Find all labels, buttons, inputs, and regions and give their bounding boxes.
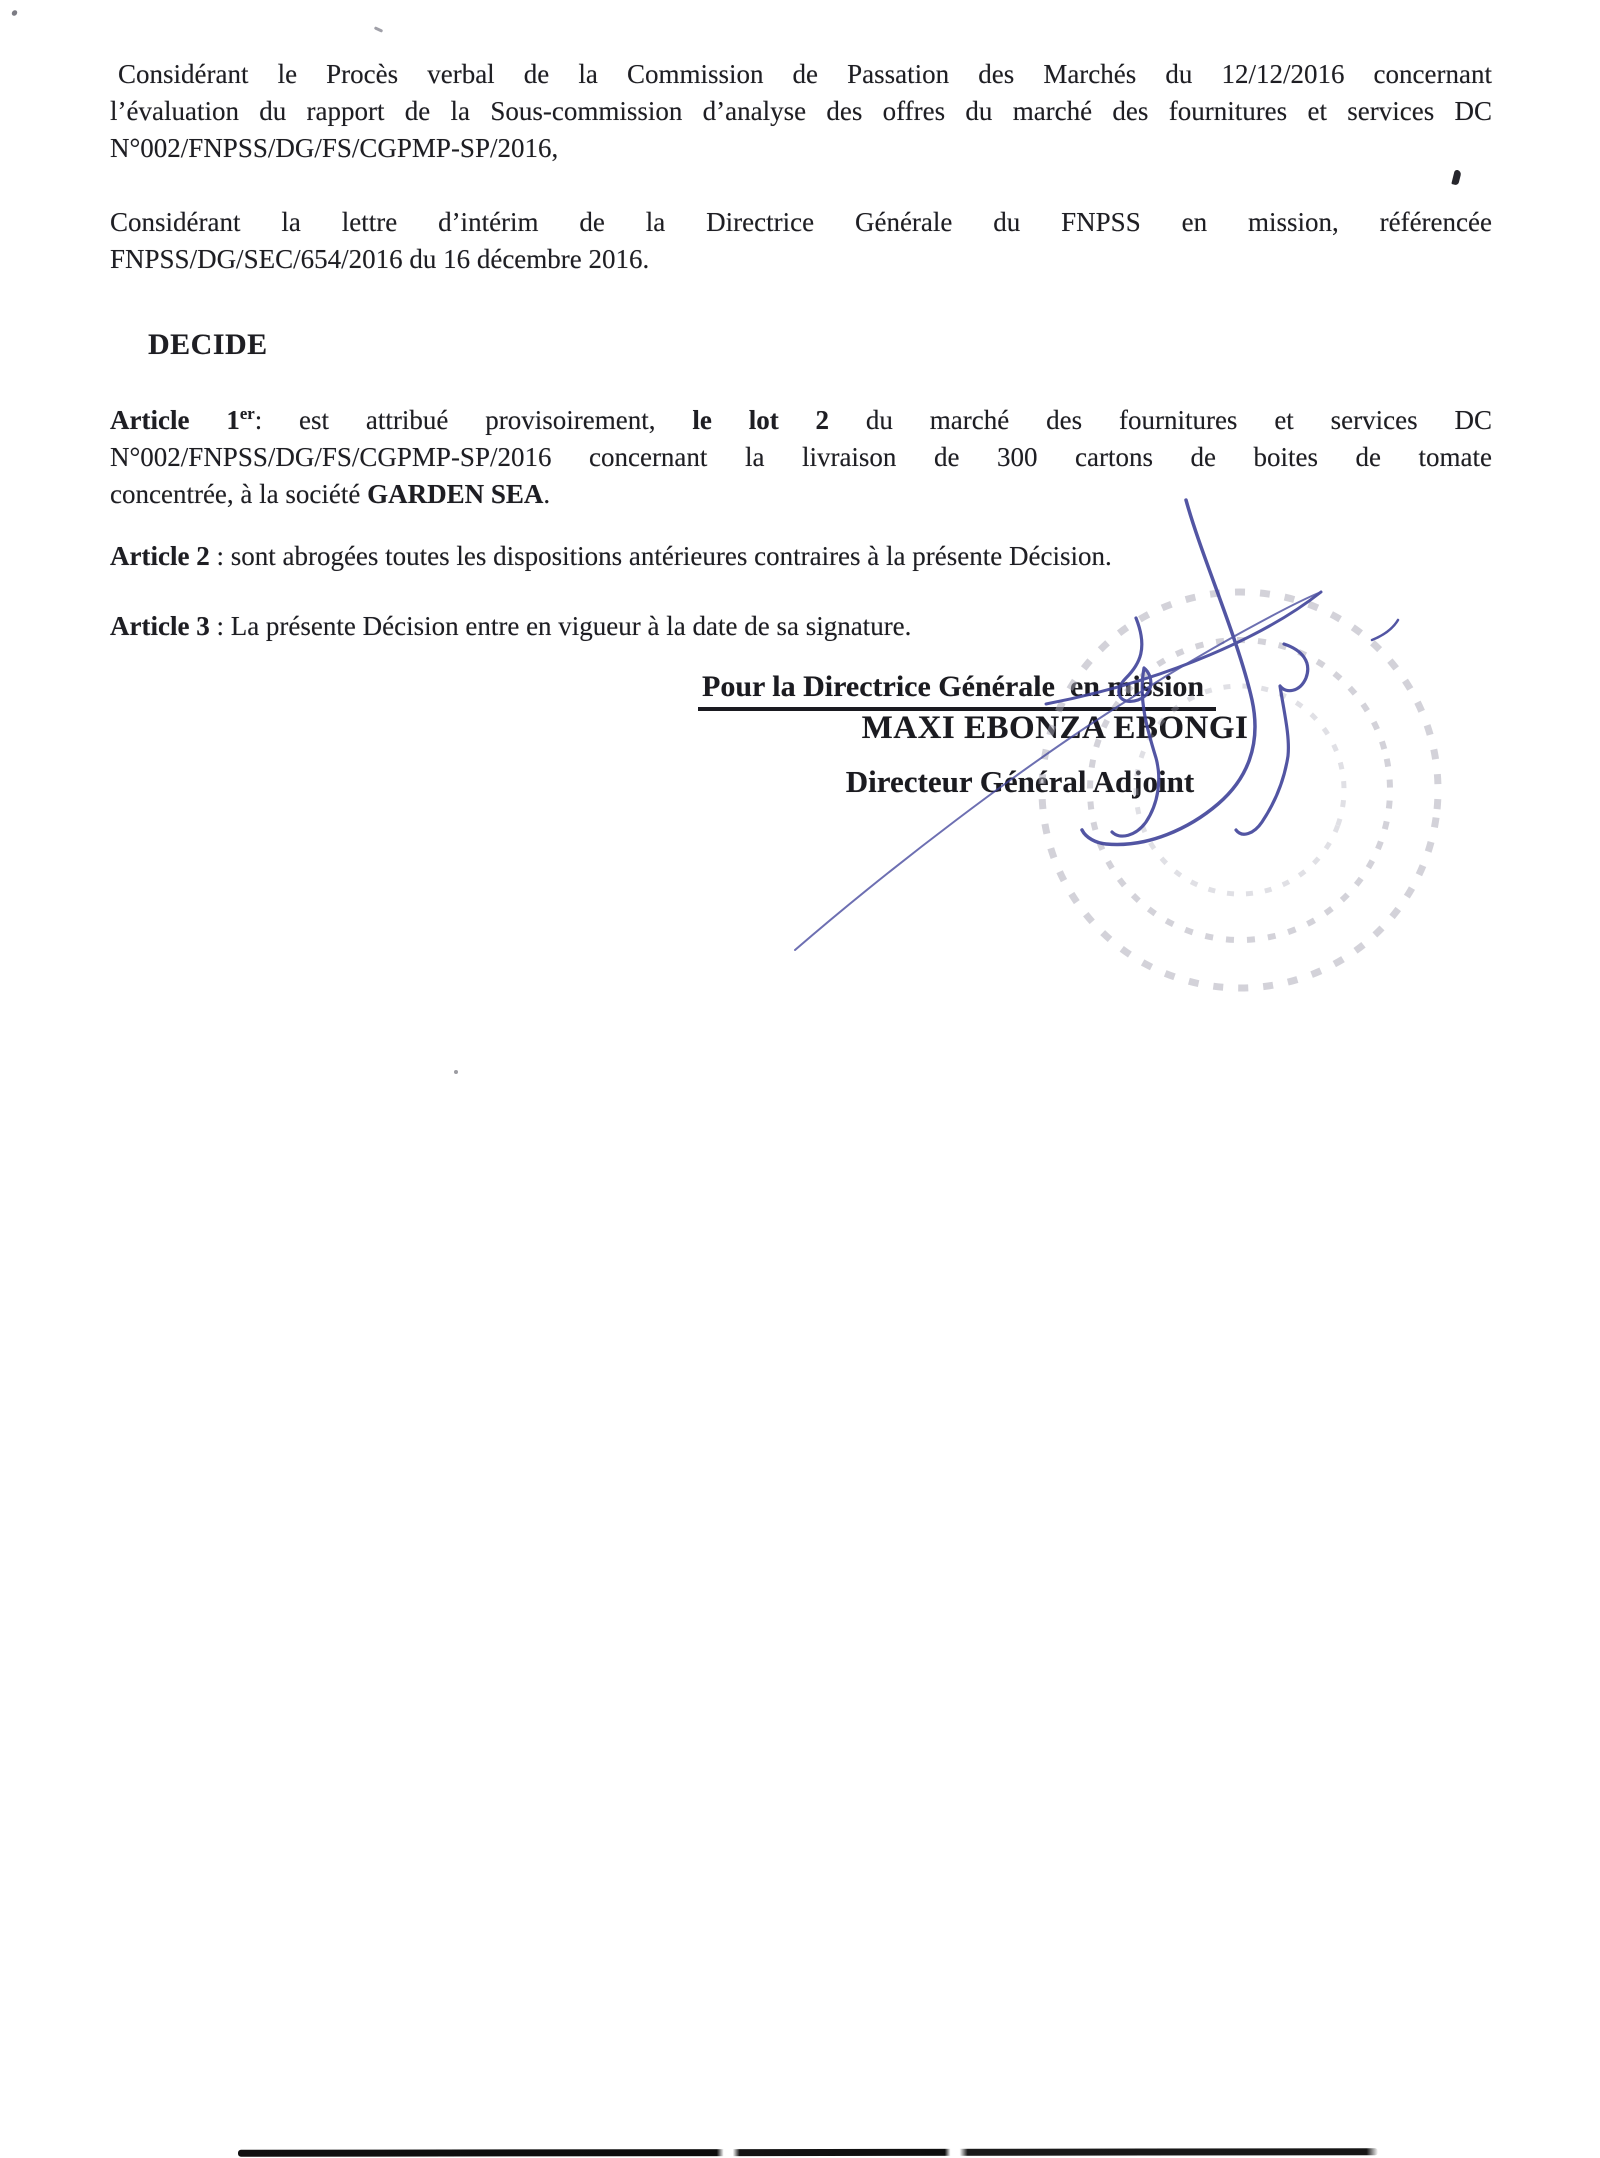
article-3 xyxy=(110,608,1492,645)
paragraph-considerant-1 xyxy=(110,56,1492,167)
text-line: DECIDE xyxy=(148,328,268,361)
text-line: FNPSS/DG/SEC/654/2016 du 16 décembre 2016. xyxy=(110,244,650,274)
text-line: Considérant la lettre d’intérim de la Directrice Générale du FNPSS en mission, référencée xyxy=(110,207,1492,237)
text-line: Article 1er: est attribué provisoirement, le lot 2 du marché des fournitures et services DC xyxy=(110,404,1493,435)
text-line: concentrée, à la société GARDEN SEA. xyxy=(110,479,551,509)
text-line: l’évaluation du rapport de la Sous-commission d’analyse des offres du marché des fournitures et services DC xyxy=(110,96,1492,126)
text-line: Article 2 : sont abrogées toutes les dispositions antérieures contraires à la présente Décision. xyxy=(110,541,1112,571)
decide-heading xyxy=(148,326,268,363)
paragraph-considerant-2 xyxy=(110,204,1492,278)
signature-title: Pour la Directrice Générale en mission xyxy=(698,670,1216,711)
text-line: Considérant le Procès verbal de la Commission de Passation des Marchés du 12/12/2016 concernant xyxy=(118,59,1492,89)
text-line: Article 3 : La présente Décision entre en vigueur à la date de sa signature. xyxy=(110,611,912,641)
article-1 xyxy=(110,402,1492,513)
text-line: N°002/FNPSS/DG/FS/CGPMP-SP/2016, xyxy=(110,133,559,163)
text-line: N°002/FNPSS/DG/FS/CGPMP-SP/2016 concernant la livraison de 300 cartons de boites de tomate xyxy=(110,442,1492,472)
signatory-role: Directeur Général Adjoint xyxy=(845,764,1195,799)
signatory-name: MAXI EBONZA EBONGI xyxy=(861,710,1249,746)
scan-speck xyxy=(454,1070,458,1074)
article-2 xyxy=(110,538,1492,575)
